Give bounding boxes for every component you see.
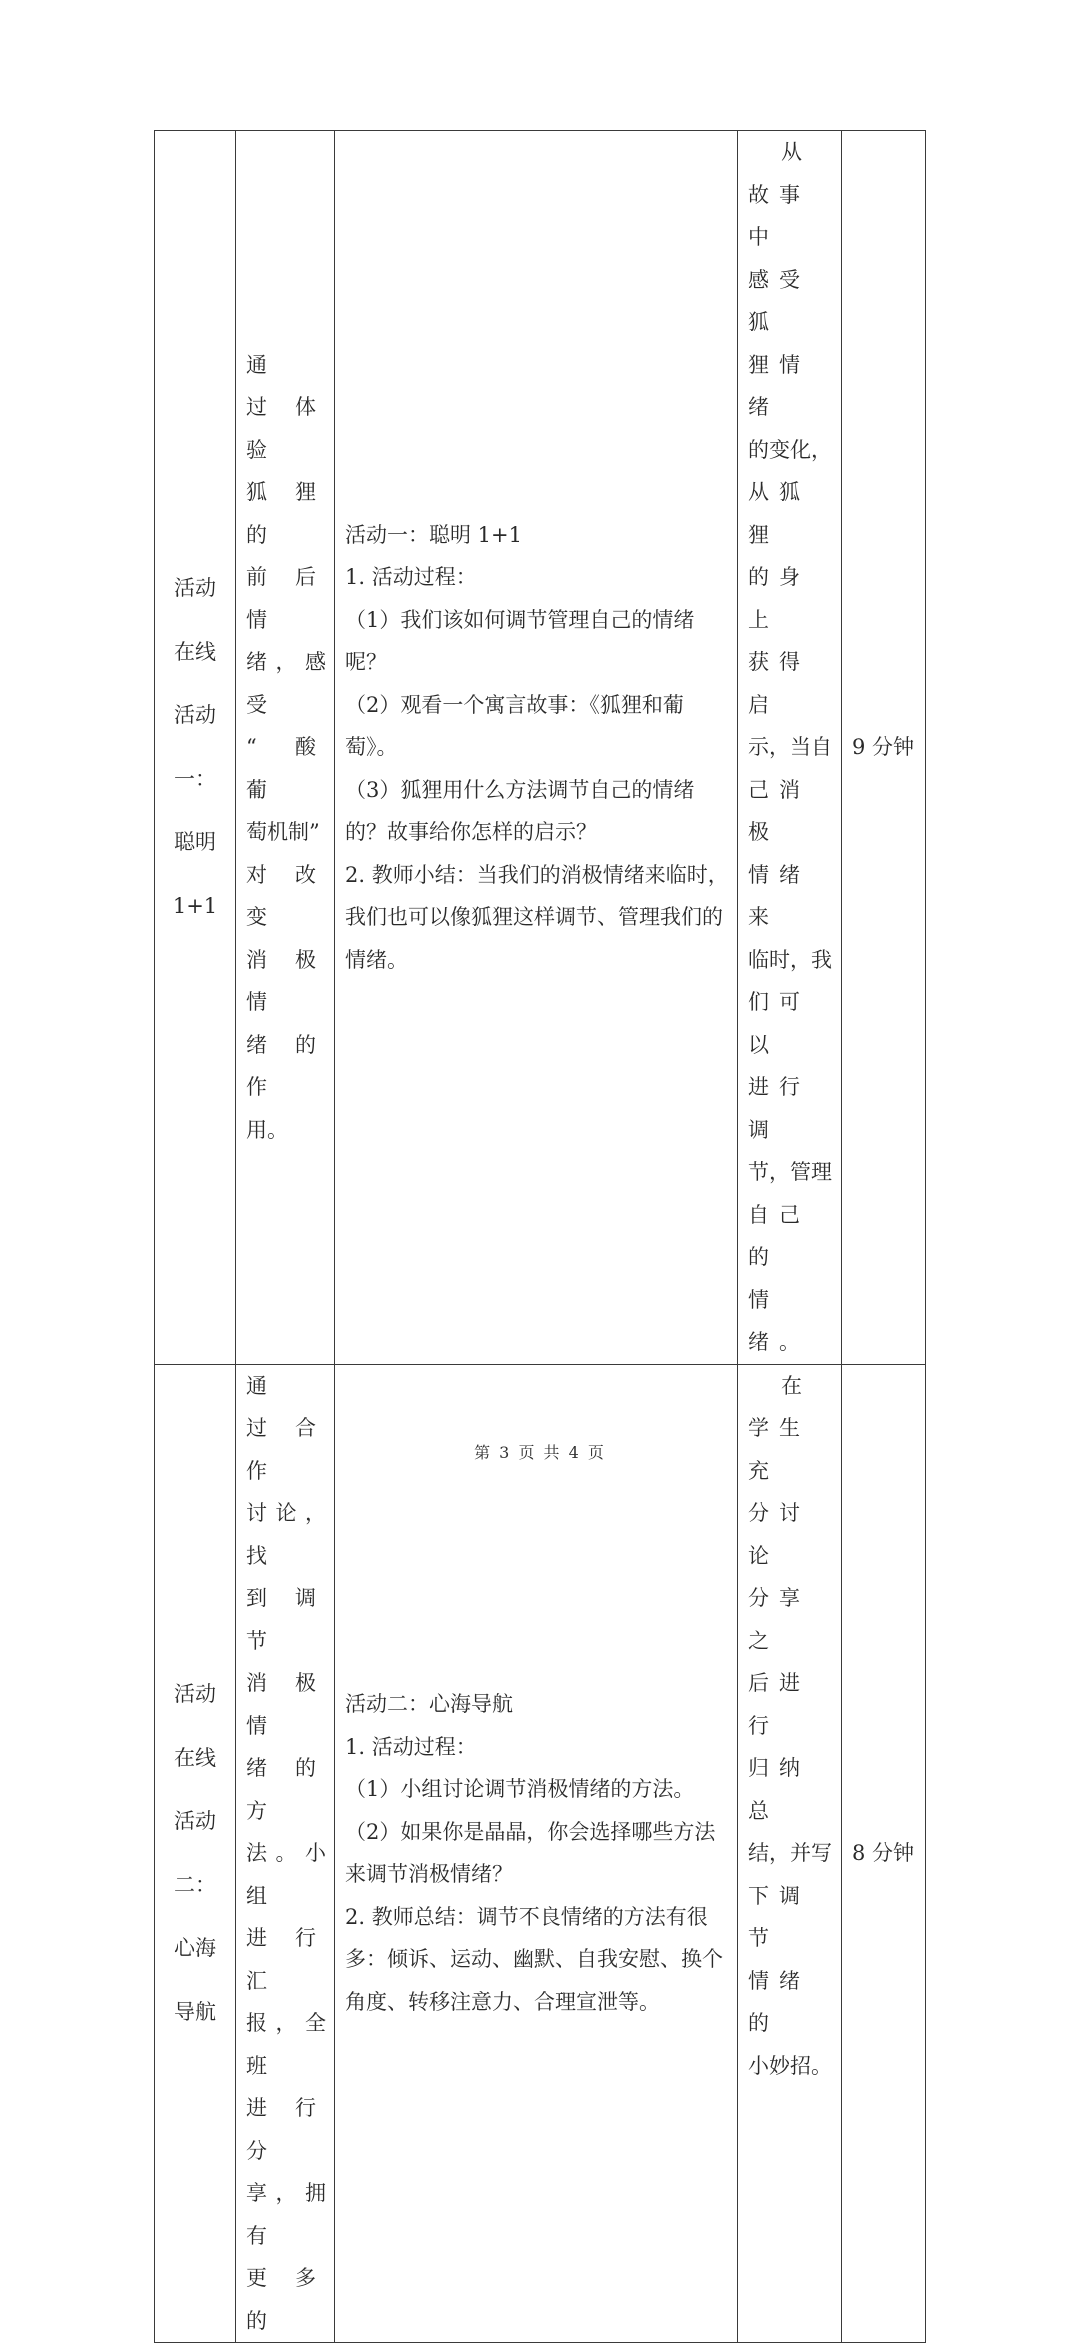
text-line: 聪明 [174, 830, 216, 855]
text-line: 分讨论 [748, 1501, 810, 1568]
design-intent-cell [738, 131, 842, 1365]
text-line: 后进行 [748, 1671, 810, 1738]
lesson-plan-table [154, 130, 926, 2343]
activity-process-cell [335, 1364, 738, 2343]
text-line: 故事中 [748, 182, 810, 249]
text-line: 获得启 [748, 650, 810, 717]
text-line: 法。小组 [246, 1841, 326, 1908]
text-line: 绪的方 [246, 1756, 326, 1823]
text-line: 绪的作 [246, 1032, 326, 1099]
text-line: 情绪。 [345, 947, 408, 972]
text-line: 情绪来 [748, 862, 810, 929]
activity-process-cell [335, 131, 738, 1365]
text-line: 们可以 [748, 990, 810, 1057]
text-line: 活动 [174, 1682, 216, 1707]
text-line: 在 [781, 1373, 802, 1398]
activity-goal [236, 344, 334, 1152]
text-line: 学生充 [748, 1416, 810, 1483]
text-line: 进行分 [246, 2096, 326, 2163]
design-intent [738, 1365, 841, 2088]
design-intent-cell [738, 1364, 842, 2343]
text-line: （2）观看一个寓言故事：《狐狸和葡萄》。 [345, 692, 684, 759]
text-line: 心海 [174, 1936, 216, 1961]
text-line: 活动 [174, 576, 216, 601]
text-line: 自己的 [748, 1202, 810, 1269]
text-line: 临时，我 [748, 947, 832, 972]
text-line: 对改变 [246, 862, 326, 929]
process-steps [345, 1726, 729, 2024]
time-cell [842, 131, 926, 1365]
text-line: 的变化， [748, 437, 832, 462]
text-line: 活动 [174, 1809, 216, 1834]
process-title: 活动一：聪明 1+1 [345, 522, 522, 547]
text-line: 二： [174, 1872, 216, 1897]
text-line: 2. 教师总结：调节不良情绪的方法有很 [345, 1904, 708, 1929]
text-line: 到调节 [246, 1586, 326, 1653]
text-line: 消极情 [246, 1671, 326, 1738]
text-line: 己消极 [748, 777, 810, 844]
text-line: 通 [246, 352, 267, 377]
text-line: 归纳总 [748, 1756, 810, 1823]
text-line: 多：倾诉、运动、幽默、自我安慰、换个 [345, 1947, 723, 1972]
page-number-footer: 第 3 页 共 4 页 [474, 1443, 606, 1462]
text-line: 感受狐 [748, 267, 810, 334]
text-line: 在线 [174, 639, 216, 664]
process-title: 活动二：心海导航 [345, 1692, 513, 1717]
text-line: 节，管理 [748, 1160, 832, 1184]
table-row-activity-1 [155, 131, 926, 1365]
text-line: 1. 活动过程： [345, 1734, 477, 1759]
text-line: 角度、转移注意力、合理宣泄等。 [345, 1989, 660, 2014]
text-line: 结，并写 [748, 1841, 832, 1865]
text-line: 分享之 [748, 1586, 810, 1653]
time-allocation: 8 分钟 [852, 1841, 915, 1865]
text-line: 呢？ [345, 650, 387, 674]
text-line: “酸葡 [246, 735, 326, 802]
text-line: 从 [781, 140, 802, 164]
text-line: 活动 [174, 703, 216, 728]
text-line: 通 [246, 1373, 267, 1398]
text-line: 的？故事给你怎样的启示？ [345, 820, 597, 844]
text-line: 享，拥有 [246, 2181, 326, 2248]
text-line: 2. 教师小结：当我们的消极情绪来临时， [345, 862, 729, 887]
text-line: 萄机制” [246, 820, 320, 844]
text-line: 过体验 [246, 395, 326, 462]
time-cell [842, 1364, 926, 2343]
text-line: 示，当自 [748, 735, 832, 759]
text-line: 更多的 [246, 2266, 326, 2333]
table-row-activity-2 [155, 1364, 926, 2343]
activity-name [155, 567, 235, 927]
text-line: 过合作 [246, 1416, 326, 1483]
text-line: 来调节消极情绪？ [345, 1862, 513, 1887]
text-line: （1）小组讨论调节消极情绪的方法。 [345, 1777, 695, 1802]
text-line: （1）我们该如何调节管理自己的情绪 [345, 607, 695, 632]
process-steps [345, 556, 729, 981]
design-intent [738, 131, 841, 1364]
text-line: 讨论，找 [246, 1501, 326, 1568]
text-line: 的身上 [748, 565, 810, 632]
text-line: 绪，感受 [246, 650, 326, 717]
text-line: 情绪的 [748, 1968, 810, 2035]
activity-goal [236, 1365, 334, 2343]
text-line: 一： [174, 766, 216, 791]
text-line: 我们也可以像狐狸这样调节、管理我们的 [345, 905, 723, 929]
text-line: 消极情 [246, 947, 326, 1014]
activity-name [155, 1673, 235, 2033]
text-line: 狐狸的 [246, 480, 326, 547]
text-line: （3）狐狸用什么方法调节自己的情绪 [345, 777, 695, 802]
text-line: 情绪。 [748, 1287, 810, 1354]
activity-name-cell [155, 131, 236, 1365]
text-line: 下调节 [748, 1883, 810, 1950]
activity-goal-cell [236, 131, 335, 1365]
activity-goal-cell [236, 1364, 335, 2343]
text-line: 狸情绪 [748, 352, 810, 419]
text-line: 前后情 [246, 565, 326, 632]
text-line: 用。 [246, 1117, 288, 1142]
text-line: 1+1 [172, 893, 218, 918]
text-line: 小妙招。 [748, 2053, 832, 2078]
text-line: 进行调 [748, 1075, 810, 1142]
text-line: 报，全班 [246, 2011, 326, 2078]
time-allocation: 9 分钟 [852, 735, 915, 759]
text-line: 进行汇 [246, 1926, 326, 1993]
text-line: 1. 活动过程： [345, 565, 477, 589]
activity-name-cell [155, 1364, 236, 2343]
text-line: （2）如果你是晶晶，你会选择哪些方法 [345, 1819, 716, 1844]
text-line: 导航 [174, 1999, 216, 2024]
text-line: 在线 [174, 1745, 216, 1770]
text-line: 从狐狸 [748, 480, 810, 547]
